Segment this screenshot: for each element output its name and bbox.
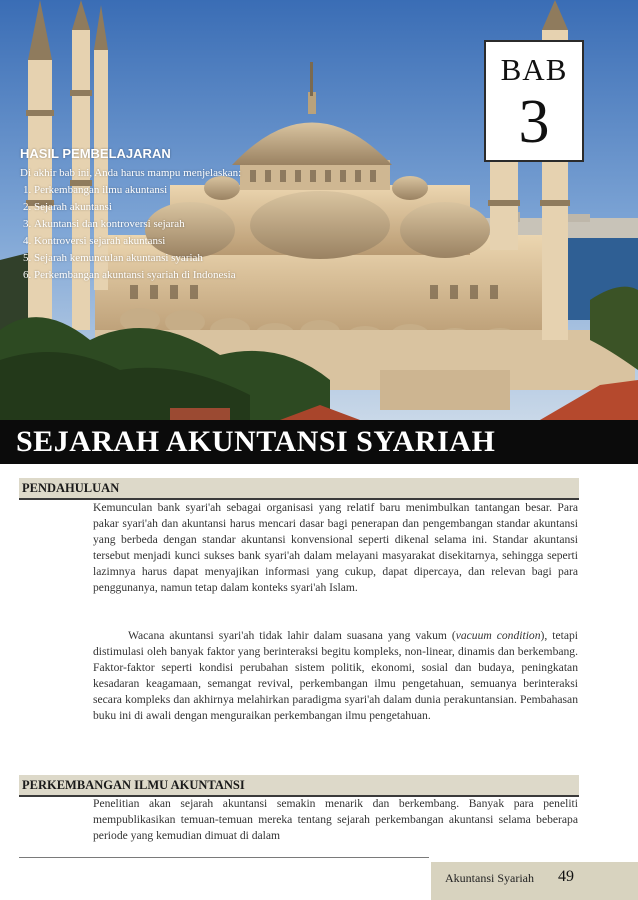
chapter-number-box bbox=[484, 40, 584, 162]
italic-term: vacuum condition bbox=[455, 629, 541, 642]
list-item: 2. Sejarah akuntansi bbox=[34, 199, 350, 216]
learning-objectives bbox=[20, 146, 350, 284]
learning-objectives-intro: Di akhir bab ini, Anda harus mampu menjelaskan: bbox=[20, 167, 242, 179]
list-item: 1. Perkembangan ilmu akuntansi bbox=[34, 182, 350, 199]
chapter-number: 3 bbox=[518, 88, 550, 156]
section-heading-perkembangan bbox=[19, 775, 579, 797]
section-heading-pendahuluan bbox=[19, 478, 579, 500]
chapter-label: BAB bbox=[500, 52, 568, 87]
footer-book-title: Akuntansi Syariah bbox=[445, 871, 534, 885]
page-footer bbox=[431, 862, 638, 900]
page-number: 49 bbox=[558, 868, 574, 885]
list-item: 5. Sejarah kemunculan akuntansi syariah bbox=[34, 250, 350, 267]
paragraph bbox=[93, 628, 578, 725]
section-heading-text: PENDAHULUAN bbox=[22, 481, 120, 495]
chapter-title: SEJARAH AKUNTANSI SYARIAH bbox=[16, 425, 496, 458]
paragraph-text: ), tetapi distimulasi oleh banyak faktor yang berinteraksi begitu kompleks, non-linear, dinamis dan berkembang. Faktor-faktor seperti kondisi perubahan sistem politik, ekonomi, sosial dan budaya, peningkatan kesadaran keagamaan, semangat revival, perkembangan ilmu pengetahuan, semuanya berinteraksi secara kompleks dan akhirnya melahirkan paradigma syari'ah dalam dunia perakuntansian. Pembahasan buku ini di awali dengan menguraikan perkembangan ilmu pengetahuan. bbox=[93, 629, 578, 723]
list-item: 3. Akuntansi dan kontroversi sejarah bbox=[34, 216, 350, 233]
list-item: 4. Kontroversi sejarah akuntansi bbox=[34, 233, 350, 250]
learning-objectives-list bbox=[20, 182, 350, 284]
paragraph: Penelitian akan sejarah akuntansi semakin menarik dan berkembang. Banyak para peneliti mempublikasikan temuan-temuan mereka tentang sejarah perkembangan akuntansi selama beberapa periode yang kemudian dimuat di dalam bbox=[93, 797, 578, 843]
list-item: 6. Perkembangan akuntansi syariah di Indonesia bbox=[34, 267, 350, 284]
paragraph: Kemunculan bank syari'ah sebagai organisasi yang relatif baru menimbulkan tantangan besar. Para pakar syari'ah dan akuntansi harus mencari dasar bagi penerapan dan pengembangan standar akuntansi yang berbeda dengan standar akuntansi konvensional seperti dikenal selama ini. Standar akuntansi tersebut menjadi kunci sukses bank syari'ah dalam melayani masyarakat disekitarnya, sehingga seperti lazimnya harus dapat menyajikan informasi yang cukup, dapat dipercaya, dan relevan bagi para penggunanya, namun tetap dalam konteks syari'ah Islam. bbox=[93, 501, 578, 595]
section-heading-text: PERKEMBANGAN ILMU AKUNTANSI bbox=[22, 778, 245, 792]
chapter-cover-photo bbox=[0, 0, 638, 420]
paragraph-text: Wacana akuntansi syari'ah tidak lahir dalam suasana yang vakum ( bbox=[128, 629, 456, 642]
footer-divider bbox=[19, 857, 429, 858]
learning-objectives-title: HASIL PEMBELAJARAN bbox=[20, 146, 171, 161]
chapter-title-bar bbox=[0, 420, 638, 464]
